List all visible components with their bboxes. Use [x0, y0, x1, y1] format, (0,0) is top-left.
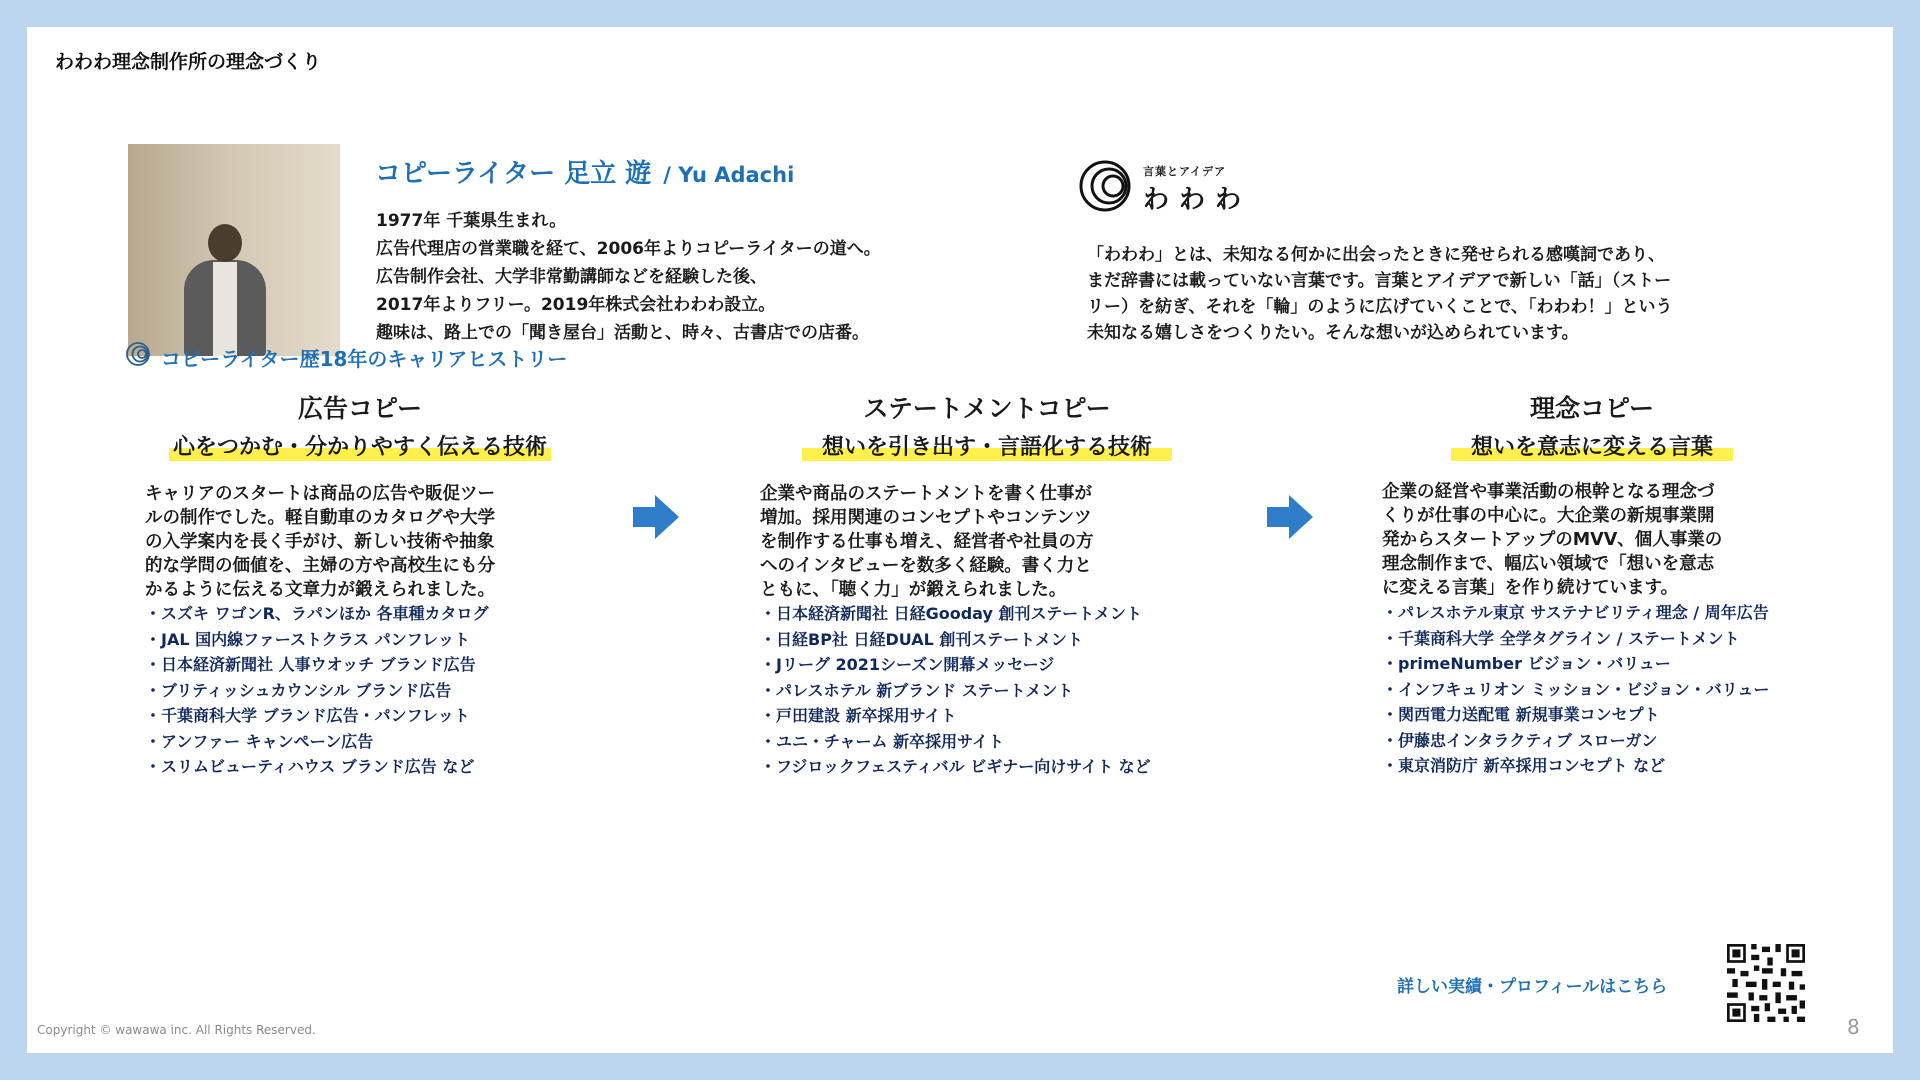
list-item: ・フジロックフェスティバル ビギナー向けサイト など: [760, 757, 1151, 776]
history-rings-icon: [125, 341, 151, 367]
history-title: コピーライター歴18年のキャリアヒストリー: [161, 347, 568, 371]
column-works-list: [145, 601, 595, 780]
column-subheading: 想いを引き出す・言語化する技術: [802, 430, 1172, 461]
qr-code-icon[interactable]: [1727, 944, 1805, 1022]
column-text-line: 的な学問の価値を、主婦の方や高校生にも分: [145, 556, 495, 576]
column-subheading-wrap: [727, 430, 1247, 461]
list-item: ・primeNumber ビジョン・バリュー: [1382, 654, 1671, 673]
column-subheading: 想いを意志に変える言葉: [1451, 430, 1733, 461]
list-item: ・ユニ・チャーム 新卒採用サイト: [760, 731, 1004, 751]
wawawa-logo-icon: [1078, 159, 1132, 213]
column-heading: ステートメントコピー: [863, 394, 1111, 423]
copyright: Copyright © wawawa inc. All Rights Reserved.: [37, 1023, 316, 1037]
column-works-list: [1382, 600, 1862, 779]
arrow-right-icon: [1267, 495, 1313, 539]
column-text-line: 発からスタートアップのMVV、個人事業の: [1382, 530, 1723, 550]
column-subheading-wrap: [125, 430, 595, 461]
column-text-line: に変える言葉」を作り続けています。: [1382, 578, 1679, 598]
column-text-line: の入学案内を長く手がけ、新しい技術や抽象: [145, 532, 495, 552]
about-line: リー）を紡ぎ、それを「輪」のように広げていくことで、「わわわ！」という: [1087, 297, 1673, 317]
page-number: 8: [1847, 1015, 1860, 1039]
profile-photo: [128, 144, 340, 356]
list-item: ・スリムビューティハウス ブランド広告 など: [145, 757, 475, 776]
list-item: ・パレスホテル 新ブランド ステートメント: [760, 680, 1074, 700]
bio-line: 1977年 千葉県生まれ。: [376, 211, 567, 231]
column-text-line: ルの制作でした。軽自動車のカタログや大学: [145, 508, 495, 528]
profile-name-en: / Yu Adachi: [663, 163, 795, 187]
column-text-line: くりが仕事の中心に。大企業の新規事業開: [1382, 506, 1715, 526]
bio-line: 広告代理店の営業職を経て、2006年よりコピーライターの道へ。: [376, 239, 881, 259]
column-text-line: かるように伝える文章力が鍛えられました。: [145, 580, 495, 600]
profile-link[interactable]: 詳しい実績・プロフィールはこちら: [1397, 977, 1668, 997]
column-text-line: 企業の経営や事業活動の根幹となる理念づ: [1382, 482, 1715, 502]
about-line: まだ辞書には載っていない言葉です。言葉とアイデアで新しい「話」（ストー: [1087, 271, 1672, 291]
list-item: ・関西電力送配電 新規事業コンセプト: [1382, 705, 1660, 724]
column-subheading: 心をつかむ・分かりやすく伝える技術: [169, 430, 551, 461]
list-item: ・日本経済新聞社 人事ウオッチ ブランド広告: [145, 655, 476, 674]
list-item: ・ブリティッシュカウンシル ブランド広告: [145, 680, 452, 700]
list-item: ・アンファー キャンペーン広告: [145, 731, 374, 751]
profile-name-line: [375, 153, 794, 190]
list-item: ・JAL 国内線ファーストクラス パンフレット: [145, 629, 470, 649]
column-text-line: 理念制作まで、幅広い領域で「想いを意志: [1382, 554, 1715, 574]
profile-name: コピーライター 足立 遊: [375, 159, 652, 189]
column-text: [760, 482, 1190, 602]
list-item: ・戸田建設 新卒採用サイト: [760, 706, 957, 725]
about-text: [1087, 242, 1807, 346]
list-item: ・伊藤忠インタラクティブ スローガン: [1382, 730, 1658, 750]
bio-line: 趣味は、路上での「聞き屋台」活動と、時々、古書店での店番。: [376, 323, 869, 343]
slide: [27, 27, 1893, 1053]
logo-name: わわわ: [1143, 185, 1252, 215]
column-text-line: 増加。採用関連のコンセプトやコンテンツ: [760, 508, 1092, 528]
document-title: わわわ理念制作所の理念づくり: [55, 51, 322, 73]
column-text: [1382, 480, 1812, 600]
list-item: ・日本経済新聞社 日経Gooday 創刊ステートメント: [760, 604, 1142, 623]
column-heading: 広告コピー: [297, 394, 422, 423]
column-text-line: キャリアのスタートは商品の広告や販促ツー: [145, 484, 495, 504]
list-item: ・スズキ ワゴンR、ラパンほか 各車種カタログ: [145, 604, 489, 623]
bio-line: 広告制作会社、大学非常勤講師などを経験した後、: [376, 267, 767, 287]
column-text-line: 企業や商品のステートメントを書く仕事が: [760, 484, 1092, 504]
profile-bio: [376, 207, 1016, 347]
column-text-line: を制作する仕事も増え、経営者や社員の方: [760, 532, 1094, 552]
about-line: 「わわわ」とは、未知なる何かに出会ったときに発せられる感嘆詞であり、: [1087, 245, 1665, 265]
column-text-line: ともに、「聴く力」が鍛えられました。: [760, 580, 1067, 600]
about-line: 未知なる嬉しさをつくりたい。そんな想いが込められています。: [1087, 323, 1579, 343]
column-subheading-wrap: [1357, 430, 1827, 461]
list-item: ・千葉商科大学 全学タグライン / ステートメント: [1382, 628, 1740, 648]
logo-tagline: 言葉とアイデア: [1143, 165, 1227, 178]
list-item: ・千葉商科大学 ブランド広告・パンフレット: [145, 706, 470, 725]
list-item: ・Jリーグ 2021シーズン開幕メッセージ: [760, 655, 1055, 674]
list-item: ・日経BP社 日経DUAL 創刊ステートメント: [760, 629, 1083, 649]
list-item: ・インフキュリオン ミッション・ビジョン・バリュー: [1382, 679, 1770, 699]
bio-line: 2017年よりフリー。2019年株式会社わわわ設立。: [376, 295, 776, 315]
column-heading: 理念コピー: [1529, 394, 1654, 423]
list-item: ・東京消防庁 新卒採用コンセプト など: [1382, 756, 1666, 775]
list-item: ・パレスホテル東京 サステナビリティ理念 / 周年広告: [1382, 603, 1769, 622]
arrow-right-icon: [633, 495, 679, 539]
column-text-line: へのインタビューを数多く経験。書く力と: [760, 556, 1092, 576]
column-text: [145, 482, 575, 602]
column-works-list: [760, 601, 1260, 780]
